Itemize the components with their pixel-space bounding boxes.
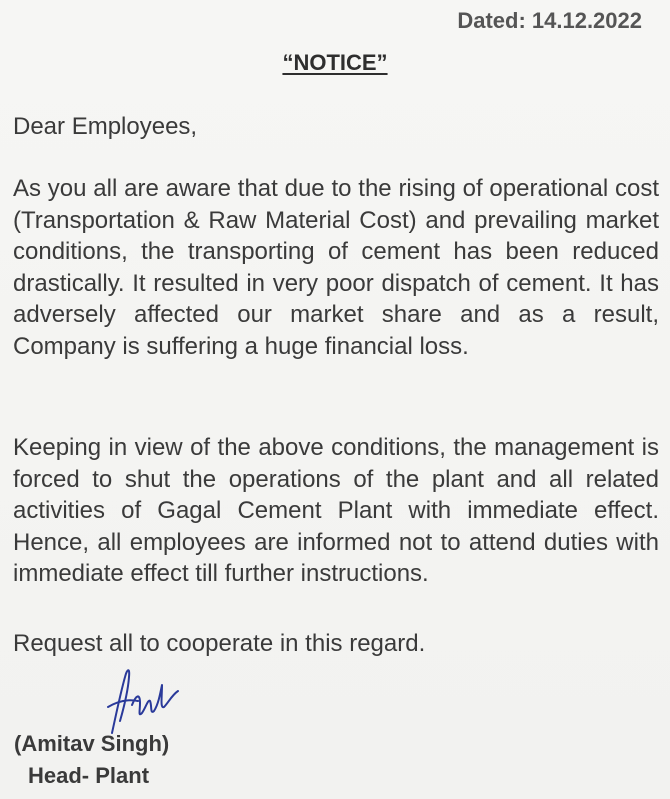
signer-title: Head- Plant xyxy=(28,763,150,788)
notice-date: Dated: 14.12.2022 xyxy=(457,8,642,33)
request-line: Request all to cooperate in this regard. xyxy=(13,630,426,657)
body-paragraph-2: Keeping in view of the above conditions, the management is forced to shut the operations of the plant and all related activities of Gagal Cement Plant with immediate effect. Hence, all employees are informed not to attend duties with immediate effect till further instructions. xyxy=(13,434,659,587)
signer-name: (Amitav Singh) xyxy=(14,731,170,756)
body-paragraph-1: As you all are aware that due to the rising of operational cost (Transportation & Raw Material Cost) and prevailing market conditions, the transporting of cement has been reduced drastically. It resulted in very poor dispatch of cement. It has adversely affected our market share and as a result, Company is suffering a huge financial loss. xyxy=(13,175,659,360)
notice-title: “NOTICE” xyxy=(282,50,388,75)
salutation: Dear Employees, xyxy=(13,113,198,140)
